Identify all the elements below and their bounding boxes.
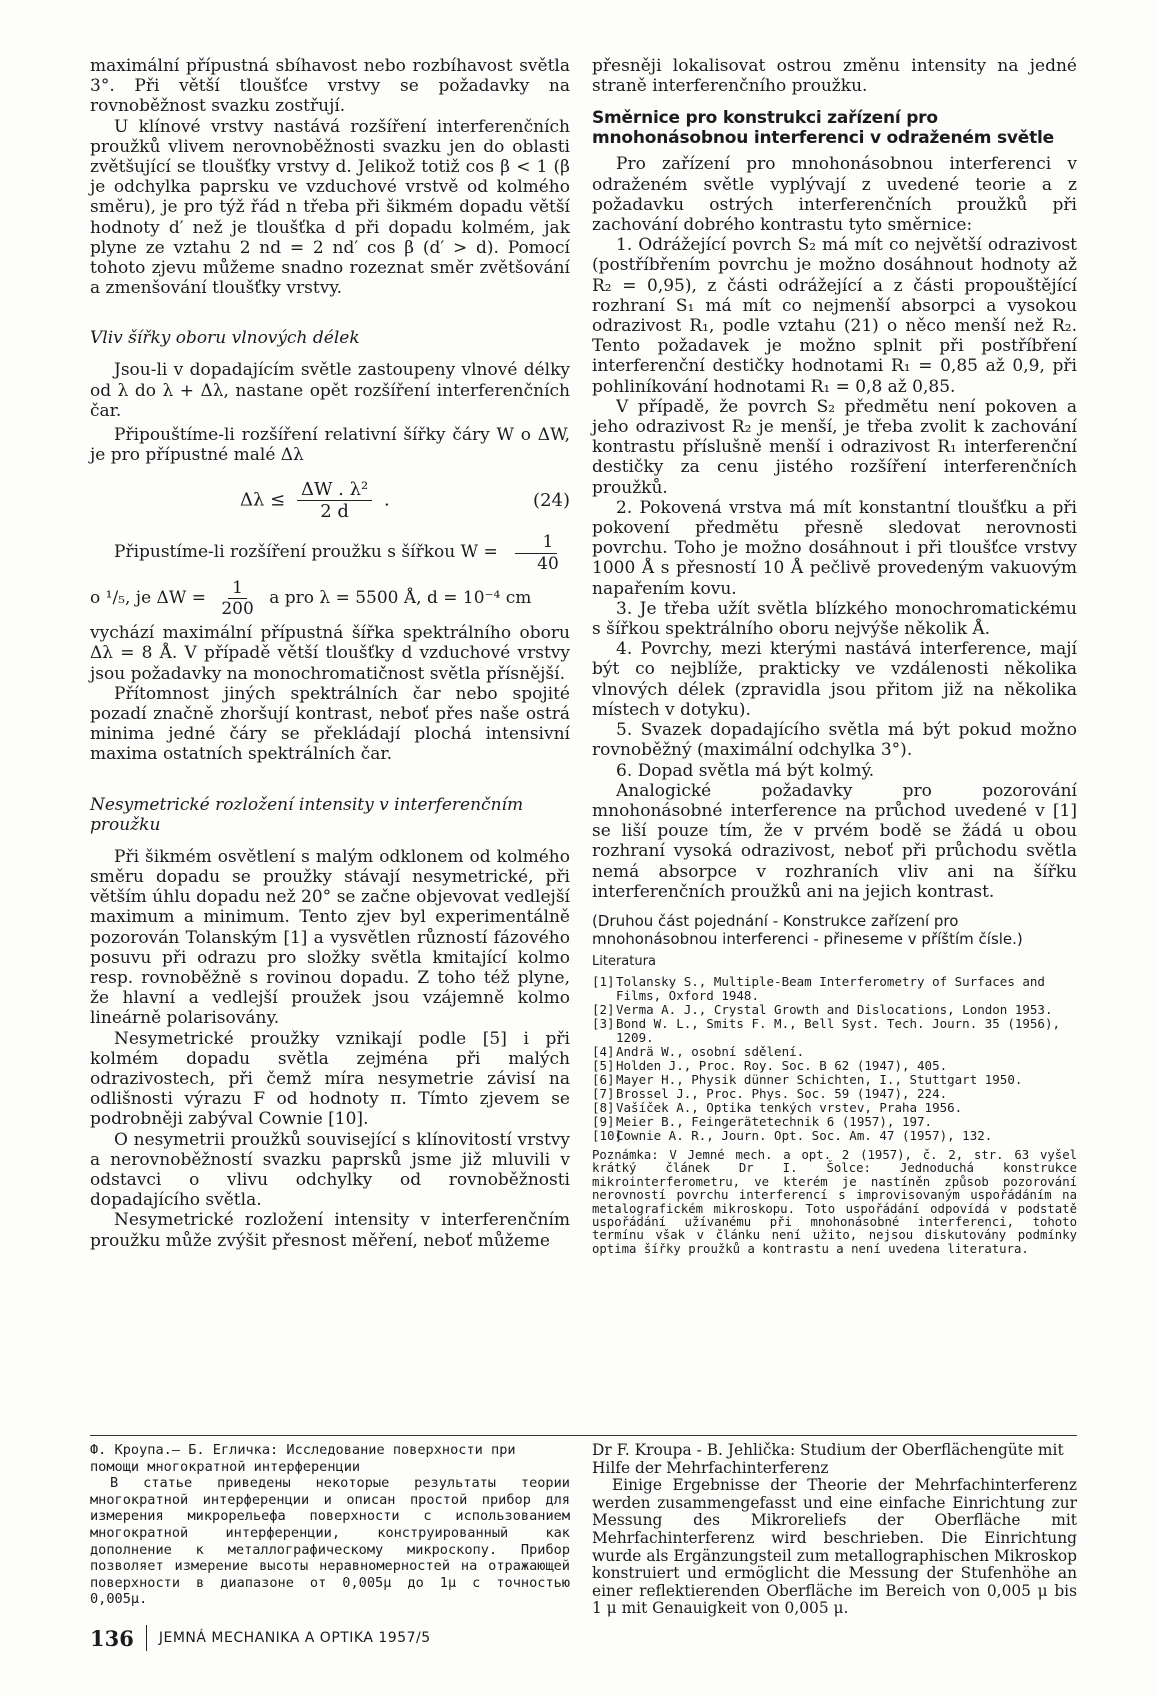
- reference-item: [592, 1017, 1077, 1045]
- reference-text: Bond W. L., Smits F. M., Bell Syst. Tech. Journ. 35 (1956), 1209.: [616, 1015, 1061, 1045]
- reference-number: [5]: [592, 1057, 615, 1073]
- section-heading: Směrnice pro konstrukci zařízení pro mnohonásobnou interferenci v odraženém světle: [592, 108, 1054, 149]
- equation-numerator: ΔW . λ²: [297, 479, 372, 501]
- subsection-heading: Vliv šířky oboru vlnových délek: [90, 328, 360, 349]
- page-footer: [90, 1625, 431, 1651]
- reference-item: [592, 1073, 1077, 1087]
- reference-list: [592, 975, 1077, 1143]
- reference-number: [4]: [592, 1043, 615, 1059]
- reference-item: [592, 1045, 1077, 1059]
- numerator: 1: [515, 532, 558, 553]
- abstract-german: [592, 1442, 1077, 1618]
- reference-item: [592, 1115, 1077, 1129]
- reference-number: [7]: [592, 1085, 615, 1101]
- equation-fraction: [297, 479, 372, 522]
- numerator: 1: [228, 578, 247, 599]
- left-column: [90, 56, 570, 1251]
- paragraph: Pro zařízení pro mnohonásobnou interferenci v odraženém světle vyplývají z uvedené teorie a z požadavku ostrých interferenčních proužků při zachování dobrého kontrastu tyto směrnice:: [592, 154, 1077, 236]
- reference-number: [3]: [592, 1015, 615, 1031]
- reference-number: [9]: [592, 1113, 615, 1129]
- text: Připustíme-li rozšíření proužku s šířkou W =: [114, 542, 498, 563]
- abstract-body: В статье приведены некоторые результаты теории многократной интерференции и описан простой прибор для измерения микрорельефа поверхности с использованием многократной интерференции, конструированный как дополнение к металлографическому микроскопу. Прибор позволяет измерение высоты неравномерностей на отражающей поверхности в диапазоне от 0,005μ до 1μ с точностью 0,005μ.: [90, 1475, 570, 1608]
- abstract-title: Dr F. Kroupa - B. Jehlička: Studium der Oberflächengüte mit Hilfe der Mehrfachinterferenz: [592, 1441, 1064, 1477]
- paragraph: V případě, že povrch S₂ předmětu není pokoven a jeho odrazivost R₂ je menší, je třeba zvolit k zachování kontrastu příslušně menší i odrazivost R₁ interferenční destičky za cenu jistého rozšíření interferenčních proužků.: [592, 396, 1077, 498]
- equation-number: (24): [533, 490, 570, 512]
- denominator: 40: [537, 553, 559, 574]
- paragraph: 3. Je třeba užít světla blízkého monochromatickému s šířkou spektrálního oboru nejvýše několik Å.: [592, 598, 1077, 640]
- reference-text: Mayer H., Physik dünner Schichten, I., Stuttgart 1950.: [616, 1071, 1023, 1087]
- continuation-note: (Druhou část pojednání - Konstrukce zařízení pro mnohonásobnou interferenci - přineseme v příštím čísle.): [592, 911, 1023, 948]
- page-number: 136: [90, 1625, 134, 1651]
- paragraph: Jsou-li v dopadajícím světle zastoupeny vlnové délky od λ do λ + Δλ, nastane opět rozšíření interferenčních čar.: [90, 360, 570, 421]
- reference-number: [8]: [592, 1099, 615, 1115]
- text: a pro λ = 5500 Å, d = 10⁻⁴ cm: [269, 588, 532, 609]
- reference-number: [6]: [592, 1071, 615, 1087]
- paragraph: [90, 532, 570, 573]
- equation-dot: .: [383, 489, 390, 511]
- paragraph: Připouštíme-li rozšíření relativní šířky čáry W o ΔW, je pro přípustné malé Δλ: [90, 425, 570, 466]
- paragraph: [90, 578, 570, 619]
- reference-item: [592, 1059, 1077, 1073]
- paragraph: 6. Dopad světla má být kolmý.: [616, 760, 875, 781]
- reference-text: Brossel J., Proc. Phys. Soc. 59 (1947), 224.: [616, 1085, 948, 1101]
- editor-note: Poznámka: V Jemné mech. a opt. 2 (1957), č. 2, str. 63 vyšel krátký článek Dr I. Šolce: Jednoduchá konstrukce mikrointerferometru, ve kterém je nastíněn způsob pozorování nerovností povrchu interferencí s improvisovaným uspořádáním na metalografickém mikroskopu. Toto uspořádání odpovídá v podstatě uspořádání užívanému při mnohonásobné interferenci, tohoto termínu však v článku není užito, nejsou diskutovány podmínky optima šířky proužků a kontrastu a není uvedena literatura.: [592, 1147, 1077, 1256]
- paragraph: 5. Svazek dopadajícího světla má být pokud možno rovnoběžný (maximální odchylka 3°).: [592, 720, 1077, 761]
- reference-item: [592, 1129, 1077, 1143]
- footer-separator: [146, 1625, 147, 1651]
- subsection-heading: Nesymetrické rozložení intensity v interferenčním proužku: [90, 794, 524, 835]
- reference-number: [1]: [592, 973, 615, 989]
- reference-number: [2]: [592, 1001, 615, 1017]
- reference-text: Verma A. J., Crystal Growth and Dislocations, London 1953.: [616, 1001, 1053, 1017]
- reference-text: Meier B., Feingerätetechnik 6 (1957), 197.: [616, 1113, 933, 1129]
- equation-denominator: 2 d: [320, 501, 349, 523]
- paragraph: Přítomnost jiných spektrálních čar nebo spojité pozadí značně zhoršují kontrast, neboť přes naše ostrá minima jedné čáry se překládají plochá intensivní maxima ostatních spektrálních čar.: [90, 683, 570, 765]
- fraction-1-200: [217, 578, 257, 619]
- reference-item: [592, 975, 1077, 1003]
- paragraph: vychází maximální přípustná šířka spektrálního oboru Δλ = 8 Å. V případě větší tloušťky d vzduchové vrstvy jsou požadavky na monochromatičnost světla přísnější.: [90, 623, 570, 684]
- references-heading: Literatura: [592, 953, 656, 969]
- equation-24: [90, 479, 570, 522]
- reference-item: [592, 1003, 1077, 1017]
- reference-text: Holden J., Proc. Roy. Soc. B 62 (1947), 405.: [616, 1057, 948, 1073]
- denominator: 200: [221, 599, 254, 620]
- abstract-divider: [90, 1435, 1077, 1436]
- reference-text: Andrä W., osobní sdělení.: [616, 1043, 805, 1059]
- reference-item: [592, 1087, 1077, 1101]
- abstract-russian: [90, 1442, 570, 1608]
- paragraph: 4. Povrchy, mezi kterými nastává interference, mají být co nejblíže, prakticky ve vzdálenosti několika vlnových délek (zpravidla jsou přitom již na několika místech v dotyku).: [592, 639, 1077, 720]
- paragraph: maximální přípustná sbíhavost nebo rozbíhavost světla 3°. Při větší tloušťce vrstvy se požadavky na rovnoběžnost svazku zostřují.: [90, 56, 570, 117]
- reference-text: Tolansky S., Multiple-Beam Interferometry of Surfaces and Films, Oxford 1948.: [616, 973, 1045, 1003]
- paragraph: O nesymetrii proužků související s klínovitostí vrstvy a nerovnoběžností svazku paprsků jsme již mluvili v odstavci o vlivu odchylky od rovnoběžnosti dopadajícího světla.: [90, 1129, 570, 1211]
- journal-name: JEMNÁ MECHANIKA A OPTIKA 1957/5: [158, 1630, 431, 1646]
- abstract-body: Einige Ergebnisse der Theorie der Mehrfachinterferenz werden zusammengefasst und eine einfache Einrichtung zur Messung des Mikroreliefs der Oberfläche mit Mehrfachinterferenz wird beschrieben. Die Einrichtung wurde als Ergänzungsteil zum metallographischen Mikroskop konstruiert und ermöglicht die Messung der Stufenhöhe an einer reflektierenden Oberfläche im Bereich von 0,005 μ bis 1 μ mit Genauigkeit von 0,005 μ.: [592, 1476, 1077, 1618]
- right-column: [592, 56, 1077, 1256]
- paragraph: U klínové vrstvy nastává rozšíření interferenčních proužků vlivem nerovnoběžnosti svazku jen do oblasti zvětšující se tloušťky vrstvy d. Jelikož totiž cos β < 1 (β je odchylka paprsku ve vzduchové vrstvě od kolmého směru), je pro týž řád n třeba při šikmém dopadu větší hodnoty d′ než je tloušťka d při dopadu kolmém, jak plyne ze vztahu 2 nd = 2 nd′ cos β (d′ > d). Pomocí tohoto zjevu můžeme snadno rozeznat směr zvětšování a zmenšování tloušťky vrstvy.: [90, 116, 570, 299]
- paragraph: 2. Pokovená vrstva má mít konstantní tloušťku a při pokovení předmětu přesně sledovat nerovnosti povrchu. Toho je možno dosáhnout i při tloušťce vrstvy 1000 Å s přesností 10 Å pečlivě provedeným vakuovým napařením kovu.: [592, 497, 1077, 599]
- paragraph: Při šikmém osvětlení s malým odklonem od kolmého směru dopadu se proužky stávají nesymetrické, při větším úhlu dopadu než 20° se začne objevovat vedlejší maximum a minimum. Tento zjev byl experimentálně pozorován Tolanským [1] a vysvětlen růzností fázového posuvu při odrazu pro složky světla kmitající kolmo resp. rovnoběžně s rovinou dopadu. Z toho též plyne, že hlavní a vedlejší proužek jsou vzájemně kolmo lineárně polarisovány.: [90, 846, 570, 1029]
- text: o ¹/₅, je ΔW =: [90, 588, 206, 609]
- fraction-1-40: [509, 532, 563, 573]
- abstract-title: Ф. Кроупа.— Б. Егличка: Исследование поверхности при помощи многократной интерференции: [90, 1442, 516, 1475]
- reference-number: [10]: [592, 1127, 623, 1143]
- paragraph: 1. Odrážející povrch S₂ má mít co největší odrazivost (postříbřením povrchu je možno dosáhnout hodnoty až R₂ = 0,95), z části odrážející a z části propouštějící rozhraní S₁ má mít co nejmenší absorpci a vysokou odrazivost R₁, podle vztahu (21) o něco menší než R₂. Tento požadavek je možno splnit při postříbření interferenční destičky hodnotami R₁ = 0,85 až 0,9, při pohliníkování hodnotami R₁ = 0,8 až 0,85.: [592, 235, 1077, 397]
- equation-lhs: Δλ ≤: [240, 489, 286, 511]
- reference-text: Vašíček A., Optika tenkých vrstev, Praha 1956.: [616, 1099, 963, 1115]
- paragraph: Nesymetrické rozložení intensity v interferenčním proužku může zvýšit přesnost měření, neboť můžeme: [90, 1210, 570, 1251]
- paragraph: přesněji lokalisovat ostrou změnu intensity na jedné straně interferenčního proužku.: [592, 56, 1077, 97]
- reference-text: Cownie A. R., Journ. Opt. Soc. Am. 47 (1957), 132.: [616, 1127, 993, 1143]
- reference-item: [592, 1101, 1077, 1115]
- paragraph: Nesymetrické proužky vznikají podle [5] i při kolmém dopadu světla zejména při malých odrazivostech, při čemž míra nesymetrie závisí na odlišnosti výrazu F od hodnoty π. Tímto zjevem se podrobněji zabýval Cownie [10].: [90, 1028, 570, 1130]
- paragraph: Analogické požadavky pro pozorování mnohonásobné interference na průchod uvedené v [1] se liší pouze tím, že v prvém bodě se žádá u obou rozhraní vysoká odrazivost, neboť při průchodu světla nemá absorpce v rozhraních vliv ani na šířku interferenčních proužků ani na jejich kontrast.: [592, 780, 1077, 902]
